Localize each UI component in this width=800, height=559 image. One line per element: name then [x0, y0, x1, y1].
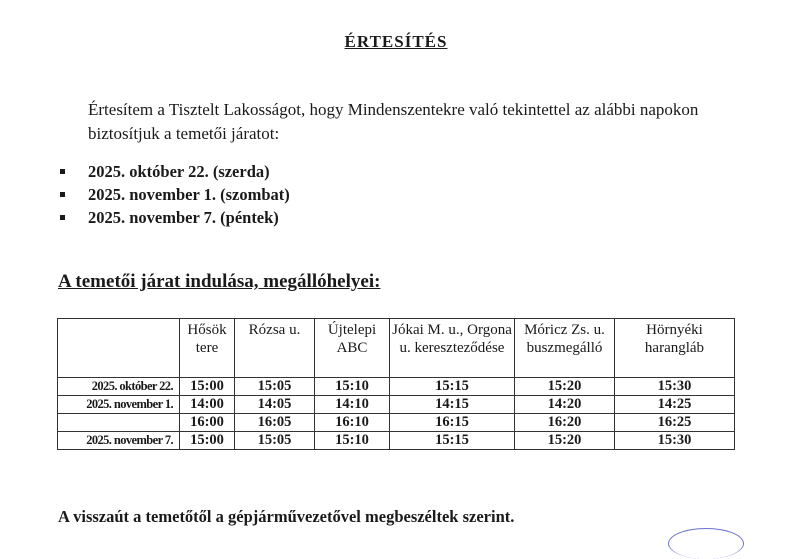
header-cell: Hörnyéki harangláb — [615, 319, 735, 378]
time-cell: 16:05 — [235, 414, 315, 432]
footer-note: A visszaút a temetőtől a gépjárművezetővel megbeszéltek szerint. — [58, 507, 515, 526]
header-cell: Újtelepi ABC — [315, 319, 390, 378]
date-text: 2025. november 7. (péntek) — [88, 208, 279, 227]
time-cell: 14:25 — [615, 396, 735, 414]
table-row — [58, 432, 735, 450]
time-cell: 14:10 — [315, 396, 390, 414]
section-title: A temetői járat indulása, megállóhelyei: — [58, 271, 381, 292]
time-cell: 16:25 — [615, 414, 735, 432]
date-list — [58, 160, 290, 229]
time-cell: 16:00 — [180, 414, 235, 432]
time-cell: 16:10 — [315, 414, 390, 432]
time-cell: 14:20 — [515, 396, 615, 414]
schedule-table — [57, 318, 735, 450]
time-cell: 14:00 — [180, 396, 235, 414]
list-item — [58, 206, 290, 229]
time-cell: 15:20 — [515, 432, 615, 450]
document-title: ÉRTESÍTÉS — [344, 32, 448, 51]
header-cell: Rózsa u. — [235, 319, 315, 378]
time-cell: 15:10 — [315, 378, 390, 396]
time-cell: 15:15 — [390, 378, 515, 396]
time-cell: 16:15 — [390, 414, 515, 432]
time-cell: 14:15 — [390, 396, 515, 414]
table-row — [58, 378, 735, 396]
time-cell: 15:10 — [315, 432, 390, 450]
time-cell: 15:05 — [235, 432, 315, 450]
table-row — [58, 396, 735, 414]
stamp-icon — [668, 528, 744, 559]
header-cell: Hősök tere — [180, 319, 235, 378]
header-cell: Jókai M. u., Orgona u. kereszteződése — [390, 319, 515, 378]
table-header-row — [58, 319, 735, 378]
time-cell: 16:20 — [515, 414, 615, 432]
date-cell: 2025. november 1. — [58, 396, 180, 414]
time-cell: 15:15 — [390, 432, 515, 450]
header-cell: Móricz Zs. u. buszmegálló — [515, 319, 615, 378]
time-cell: 15:00 — [180, 378, 235, 396]
list-item — [58, 160, 290, 183]
bullet-icon — [60, 192, 65, 197]
intro-paragraph: Értesítem a Tisztelt Lakosságot, hogy Mindenszentekre való tekintettel az alábbi napokon biztosítjuk a temetői járatot: — [88, 100, 699, 143]
time-cell: 15:05 — [235, 378, 315, 396]
date-text: 2025. november 1. (szombat) — [88, 185, 290, 204]
time-cell: 15:20 — [515, 378, 615, 396]
time-cell: 14:05 — [235, 396, 315, 414]
list-item — [58, 183, 290, 206]
date-text: 2025. október 22. (szerda) — [88, 162, 270, 181]
date-cell: 2025. november 7. — [58, 432, 180, 450]
date-cell — [58, 414, 180, 432]
time-cell: 15:00 — [180, 432, 235, 450]
date-cell: 2025. október 22. — [58, 378, 180, 396]
bullet-icon — [60, 215, 65, 220]
header-cell — [58, 319, 180, 378]
time-cell: 15:30 — [615, 378, 735, 396]
time-cell: 15:30 — [615, 432, 735, 450]
bullet-icon — [60, 169, 65, 174]
table-row — [58, 414, 735, 432]
